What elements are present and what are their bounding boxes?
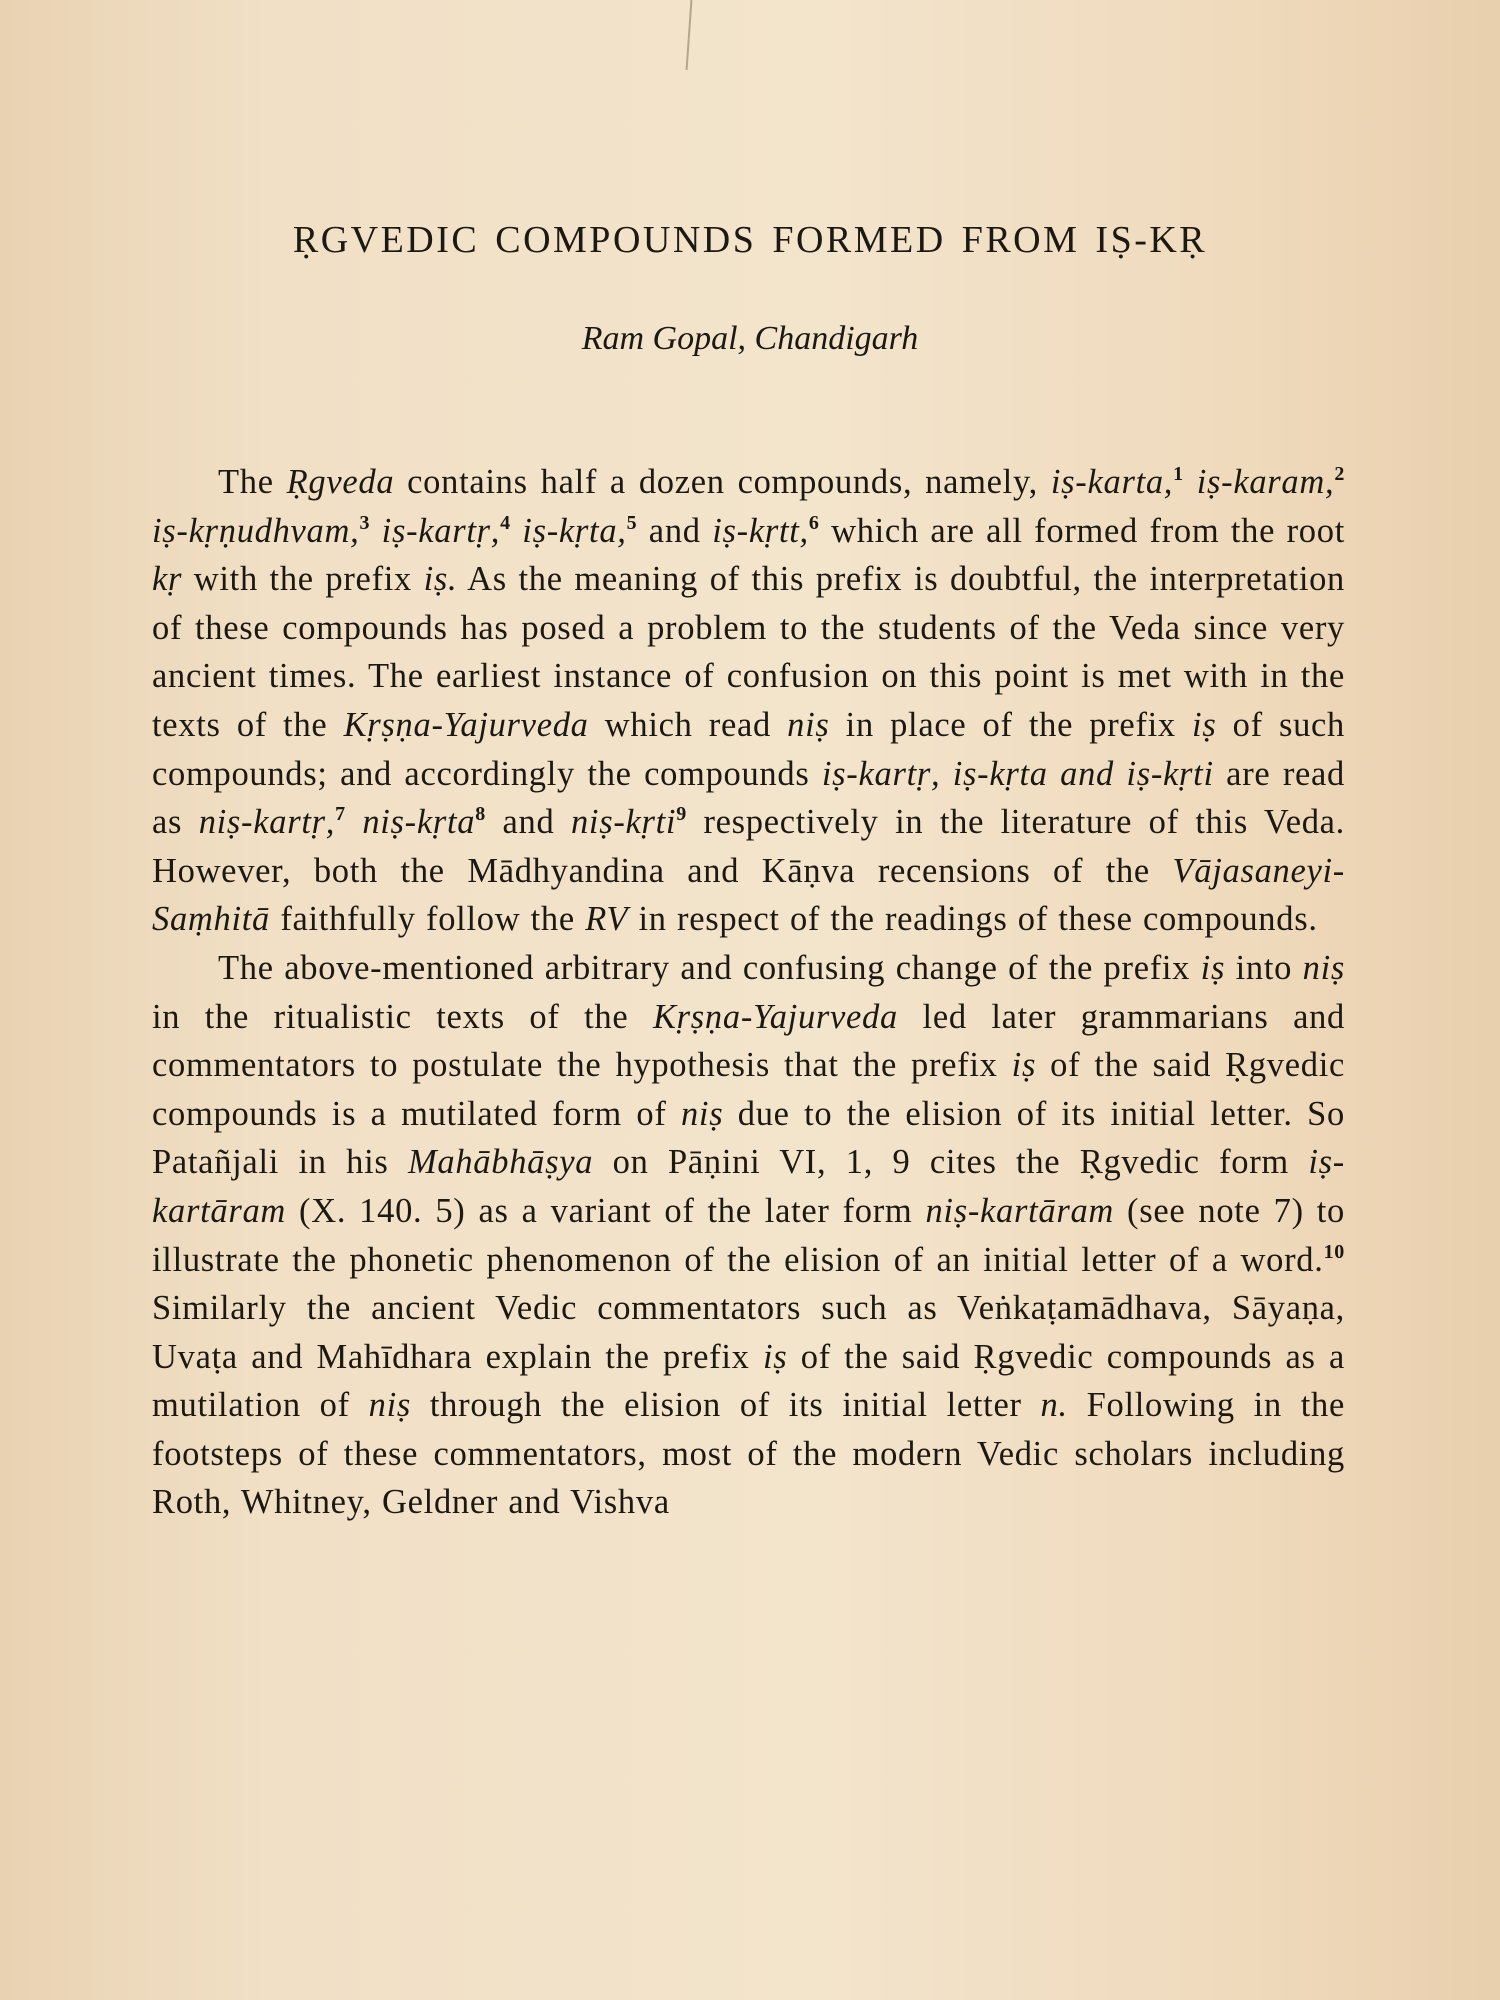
italic-term: iṣ-kartāram (152, 1143, 1345, 1230)
text-run: which are all formed from the root (819, 511, 1345, 550)
footnote-ref: 6 (808, 511, 820, 534)
italic-term: niṣ-kṛta (362, 803, 476, 842)
italic-term: iṣ-kṛṇudhvam, (152, 511, 360, 550)
italic-term: niṣ-kṛti (570, 803, 677, 842)
italic-term: iṣ. (423, 560, 458, 599)
italic-term: niṣ (368, 1386, 412, 1425)
text-run: and (485, 803, 571, 842)
text-run: into (1225, 948, 1303, 987)
text-run: are read as (152, 754, 1345, 842)
text-run: on Pāṇini VI, 1, 9 cites the Ṛgvedic form (593, 1143, 1309, 1182)
footnote-ref: 4 (500, 511, 511, 534)
text-run: of the said Ṛgvedic compounds is a mutilated form of (152, 1046, 1345, 1133)
italic-term: Vājasaneyi-Saṃhitā (152, 851, 1345, 939)
article-body (152, 458, 1345, 1527)
italic-term: Ṛgveda (286, 463, 395, 501)
text-run: respectively in the literature of this Veda. However, both the Mādhyandina and Kāṇva recensions of the (152, 803, 1346, 890)
italic-term: iṣ-kṛta, (522, 511, 627, 550)
paragraph-2 (152, 944, 1345, 1527)
text-run: due to the elision of its initial letter. So Patañjali in his (152, 1094, 1345, 1182)
italic-term: iṣ-karam, (1196, 463, 1335, 501)
italic-term: iṣ (1200, 948, 1226, 987)
text-run: with the prefix (182, 560, 424, 599)
italic-term: iṣ (1192, 705, 1217, 744)
text-run: faithfully follow the (270, 900, 586, 939)
text-run: through the elision of its initial letter (411, 1386, 1041, 1425)
italic-term: n. (1040, 1386, 1068, 1425)
text-run (370, 512, 382, 550)
author-line: Ram Gopal, Chandigarh (581, 320, 919, 357)
text-run: Following in the footsteps of these commentators, most of the modern Vedic scholars including Roth, Whitney, Geldner and Vishva (152, 1386, 1345, 1522)
text-run: (see note 7) to illustrate the phonetic phenomenon of the elision of an initial letter of a word. (152, 1191, 1346, 1279)
text-run (346, 803, 363, 841)
text-run: (X. 140. 5) as a variant of the later form (286, 1191, 926, 1230)
article-title: ṚGVEDIC COMPOUNDS FORMED FROM IṢ-KṚ (292, 219, 1208, 261)
italic-term: Mahābhāṣya (407, 1143, 594, 1182)
text-run (511, 512, 523, 550)
footnote-ref: 1 (1173, 463, 1184, 485)
italic-term: niṣ-kartāram (925, 1191, 1115, 1230)
italic-term: RV (585, 900, 629, 939)
italic-term: Kṛṣṇa-Yajurveda (343, 705, 589, 744)
footnote-ref: 3 (359, 511, 371, 534)
text-run: As the meaning of this prefix is doubtful, the interpretation of these compounds has posed a problem to the students of the Veda since very ancient times. The earliest instance of confusion on this point is met with in the texts of the (152, 560, 1345, 744)
italic-term: kṛ (152, 560, 183, 599)
italic-term: iṣ-kṛtt, (712, 511, 809, 550)
footnote-ref: 8 (475, 803, 486, 826)
footnote-ref: 9 (676, 803, 687, 826)
italic-term: niṣ-kartṛ, (198, 803, 336, 842)
text-run: Similarly the ancient Vedic commentators such as Veṅkaṭamādhava, Sāyaṇa, Uvaṭa and Mahīdhara explain the prefix (152, 1289, 1345, 1376)
text-run: which read (588, 705, 788, 744)
text-run: led later grammarians and commentators to postulate the hypothesis that the prefix (152, 997, 1345, 1085)
italic-term: iṣ-kartṛ, (381, 511, 501, 550)
italic-term: iṣ (762, 1337, 788, 1376)
text-run: The above-mentioned arbitrary and confusing change of the prefix (218, 948, 1201, 987)
text-run: of the said Ṛgvedic compounds as a mutilation of (152, 1337, 1346, 1425)
text-run: contains half a dozen compounds, namely, (394, 463, 1051, 501)
italic-term: niṣ (787, 705, 830, 744)
italic-term: niṣ (1302, 948, 1345, 987)
italic-term: niṣ (680, 1094, 724, 1133)
footnote-ref: 2 (1334, 463, 1346, 485)
text-run: in the ritualistic texts of the (152, 997, 653, 1036)
footnote-ref: 7 (335, 803, 346, 826)
paragraph-1 (152, 458, 1345, 944)
italic-term: iṣ (1011, 1046, 1037, 1085)
text-run: in place of the prefix (829, 705, 1193, 744)
italic-term: iṣ-kartṛ, iṣ-kṛta and iṣ-kṛti (821, 754, 1214, 793)
italic-term: iṣ-karta, (1050, 463, 1174, 501)
text-run: The (218, 463, 287, 501)
text-run: in respect of the readings of these compounds. (628, 900, 1318, 939)
text-run: and (637, 511, 713, 550)
italic-term: Kṛṣṇa-Yajurveda (652, 997, 898, 1036)
text-run: of such compounds; and accordingly the compounds (152, 705, 1346, 793)
footnote-ref: 5 (626, 511, 638, 534)
page-crease (686, 0, 693, 70)
text-run (1184, 463, 1197, 501)
footnote-ref: 10 (1323, 1240, 1345, 1263)
